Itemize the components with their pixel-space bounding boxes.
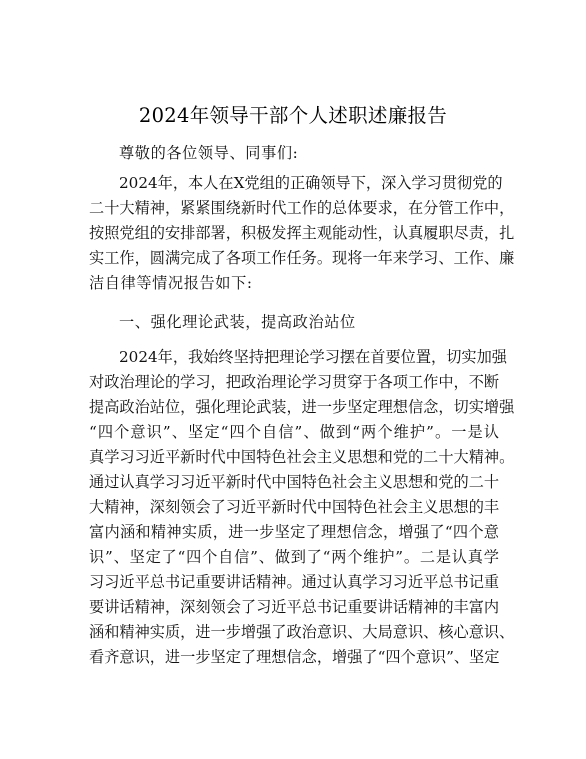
body-line: 富内涵和精神实质，进一步坚定了理想信念，增强了“四个意 [89,523,499,541]
body-line: 2024年，本人在X党组的正确领导下，深入学习贯彻党的 [119,174,503,192]
body-line: 识”、坚定了“四个自信”、做到了“两个维护”。二是认真学 [89,548,499,566]
body-line: 洁自律等情况报告如下: [89,274,253,292]
body-line: “四个意识”、坚定“四个自信”、做到“两个维护”。一是认 [89,423,499,441]
body-line: 要讲话精神，深刻领会了习近平总书记重要讲话精神的丰富内 [89,598,500,616]
body-line: 习习近平总书记重要讲话精神。通过认真学习习近平总书记重 [89,573,500,591]
body-line: 通过认真学习习近平新时代中国特色社会主义思想和党的二十 [89,473,500,491]
body-line: 看齐意识，进一步坚定了理想信念，增强了“四个意识”、坚定 [89,648,500,666]
body-line: 二十大精神，紧紧围绕新时代工作的总体要求，在分管工作中， [89,199,515,217]
body-line: 提高政治站位，强化理论武装，进一步坚定理想信念，切实增强 [89,398,515,416]
body-line: 真学习习近平新时代中国特色社会主义思想和党的二十大精神。 [89,448,515,466]
body-line: 2024年，我始终坚持把理论学习摆在首要位置，切实加强 [119,348,507,366]
body-line: 实工作，圆满完成了各项工作任务。现将一年来学习、工作、廉 [89,249,515,267]
body-line: 大精神，深刻领会了习近平新时代中国特色社会主义思想的丰 [89,498,500,516]
document-title: 2024年领导干部个人述职述廉报告 [138,104,448,127]
body-line: 尊敬的各位领导、同事们: [119,144,299,162]
body-line: 一、强化理论武装，提高政治站位 [119,313,356,331]
body-line: 对政治理论的学习，把政治理论学习贯穿于各项工作中，不断 [89,373,500,391]
body-line: 涵和精神实质，进一步增强了政治意识、大局意识、核心意识、 [89,623,515,641]
body-line: 按照党组的安排部署，积极发挥主观能动性，认真履职尽责，扎 [89,224,515,242]
